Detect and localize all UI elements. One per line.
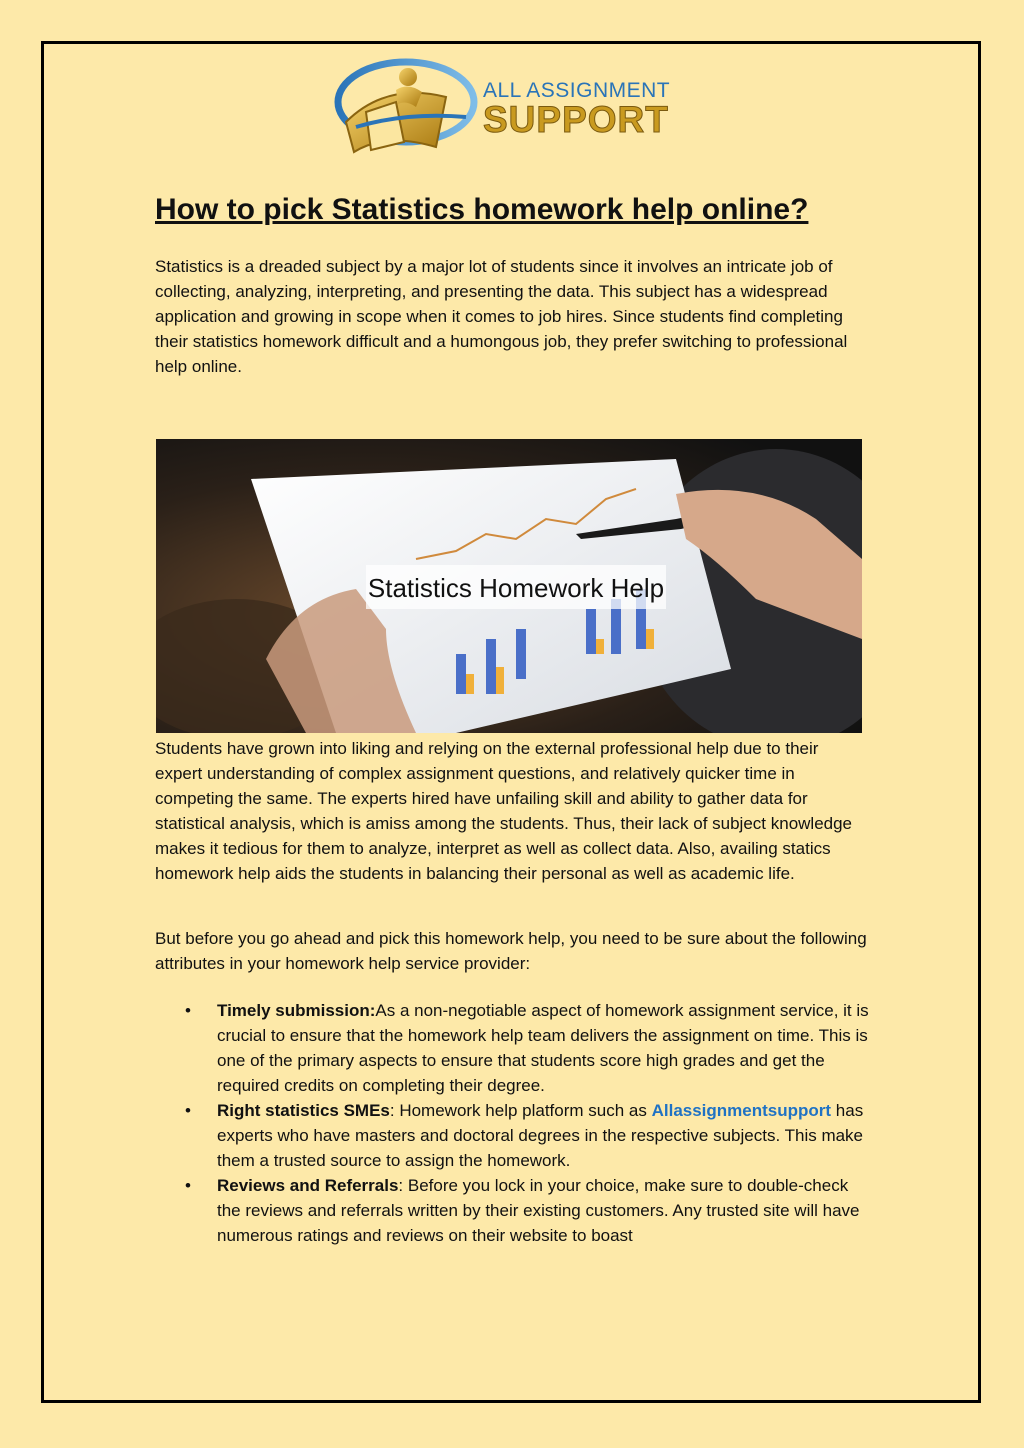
body-paragraph-3: But before you go ahead and pick this homework help, you need to be sure about the following attributes in your homework help service provider: [155, 929, 867, 973]
bullet-icon: • [185, 1101, 191, 1120]
logo-line1: ALL ASSIGNMENT [483, 79, 671, 102]
attributes-list [155, 998, 870, 1248]
list-item [155, 1098, 870, 1173]
body-paragraph-2: Students have grown into liking and relying on the external professional help due to their expert understanding of complex assignment questions, and relatively quicker time in competing the same. The experts hired have unfailing skill and ability to gather data for statistical analysis, which is amiss among the students. Thus, their lack of subject knowledge makes it tedious for them to analyze, interpret as well as collect data. Also, availing statics homework help aids the students in balancing their personal as well as academic life. [155, 739, 853, 883]
page-title: How to pick Statistics homework help online? [155, 193, 809, 226]
list-item-text: : Before you lock in your choice, make sure to double-check the reviews and referrals written by their existing customers. Any trusted site will have numerous ratings and reviews on their website to boast [217, 1176, 860, 1245]
list-item-text: : Homework help platform such as [389, 1101, 652, 1120]
bullet-icon: • [185, 1176, 191, 1195]
bullet-icon: • [185, 1001, 191, 1020]
list-item-heading: Right statistics SMEs [217, 1101, 390, 1120]
list-item [155, 998, 870, 1098]
list-item-heading: Timely submission: [217, 1001, 376, 1020]
allassignmentsupport-link[interactable]: Allassignmentsupport [651, 1101, 832, 1120]
intro-paragraph: Statistics is a dreaded subject by a major lot of students since it involves an intricate job of collecting, analyzing, interpreting, and presenting the data. This subject has a widespread application and growing in scope when it comes to job hires. Since students find completing their statistics homework difficult and a humongous job, they prefer switching to professional help online. [155, 257, 848, 376]
list-item-text: As a non-negotiable aspect of homework assignment service, it is crucial to ensure that the homework help team delivers the assignment on time. This is one of the primary aspects to ensure that students score high grades and get the required credits on completing their degree. [217, 1001, 869, 1095]
photo-caption: Statistics Homework Help [367, 573, 665, 603]
list-item-text: has experts who have masters and doctoral degrees in the respective subjects. This make them a trusted source to assign the homework. [217, 1101, 864, 1170]
list-item-heading: Reviews and Referrals [217, 1176, 399, 1195]
logo-emblem-icon [326, 52, 486, 172]
logo-line2: SUPPORT [483, 99, 669, 140]
statistics-photo [156, 439, 862, 733]
photo-illustration [156, 439, 862, 733]
title-block [155, 190, 875, 230]
list-item [155, 1173, 870, 1248]
logo-wordmark [483, 80, 723, 138]
